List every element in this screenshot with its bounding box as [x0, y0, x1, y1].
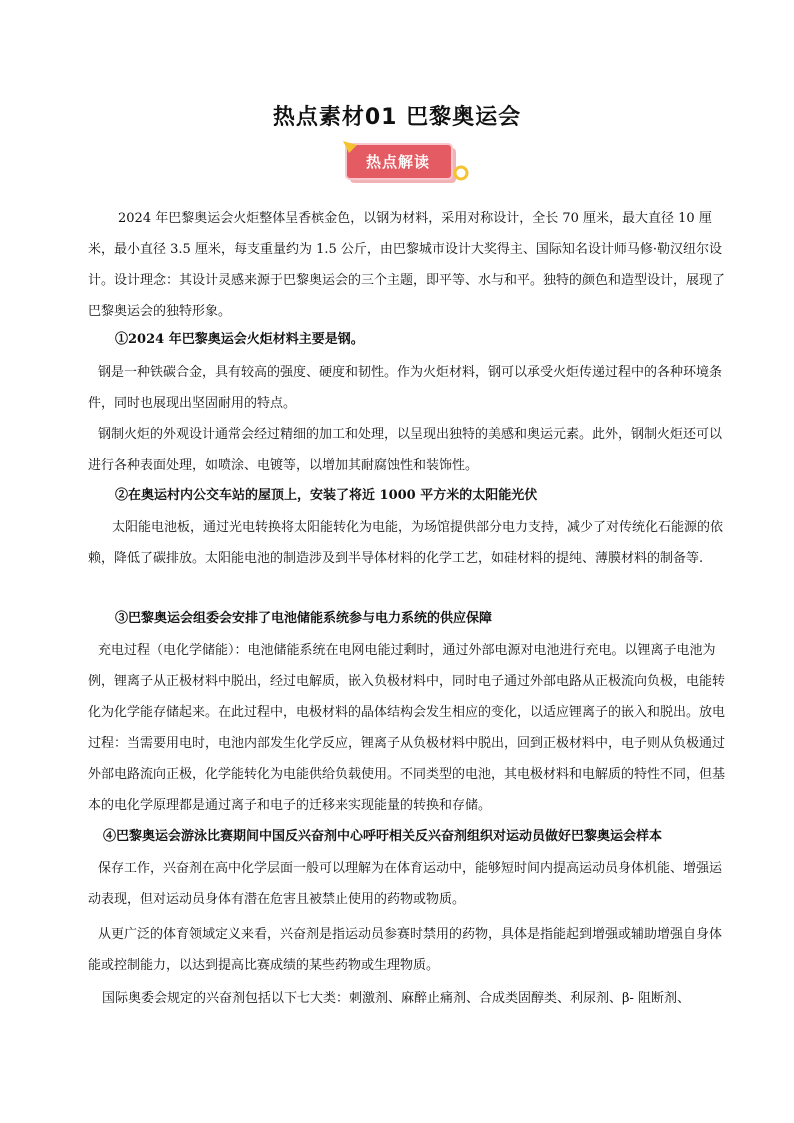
- hot-topic-banner: [343, 139, 469, 187]
- section-4-paragraph-2: 从更广泛的体育领域定义来看，兴奋剂是指运动员参赛时禁用的药物，具体是指能起到增强或辅助增强自身体能或控制能力，以达到提高比赛成绩的某些药物或生理物质。: [88, 927, 723, 973]
- banner-label: 热点解读: [365, 153, 430, 171]
- section-4-heading: ④巴黎奥运会游泳比赛期间中国反兴奋剂中心呼吁相关反兴奋剂组织对运动员做好巴黎奥运会样本: [103, 829, 663, 844]
- intro-paragraph: 2024 年巴黎奥运会火炬整体呈香槟金色，以钢为材料，采用对称设计，全长 70 厘米，最大直径 10 厘米，最小直径 3.5 厘米，每支重量约为 1.5 公斤，由巴黎城市设计大奖得主、国际知名设计师马修·勒汉纽尔设计。设计理念：其设计灵感来源于巴黎奥运会的三个主题，即平等、水与和平。独特的颜色和造型设计，展现了巴黎奥运会的独特形象。: [88, 211, 726, 319]
- section-3-heading: ③巴黎奥运会组委会安排了电池储能系统参与电力系统的供应保障: [115, 611, 493, 626]
- section-2-heading: ②在奥运村内公交车站的屋顶上，安装了将近 1000 平方米的太阳能光伏: [115, 488, 538, 503]
- page-title: 热点素材01 巴黎奥运会: [272, 105, 522, 130]
- section-2-paragraph-1: 太阳能电池板，通过光电转换将太阳能转化为电能，为场馆提供部分电力支持，减少了对传统化石能源的依赖，降低了碳排放。太阳能电池的制造涉及到半导体材料的化学工艺，如硅材料的提纯、薄膜材料的制备等.: [88, 520, 724, 566]
- section-1-paragraph-2: 钢制火炬的外观设计通常会经过精细的加工和处理，以呈现出独特的美感和奥运元素。此外，钢制火炬还可以进行各种表面处理，如喷涂、电镀等，以增加其耐腐蚀性和装饰性。: [88, 427, 723, 473]
- section-3-paragraph-1: 充电过程（电化学储能）：电池储能系统在电网电能过剩时，通过外部电源对电池进行充电。以锂离子电池为例，锂离子从正极材料中脱出，经过电解质，嵌入负极材料中，同时电子通过外部电路从正极流向负极，电能转化为化学能存储起来。在此过程中，电极材料的晶体结构会发生相应的变化，以适应锂离子的嵌入和脱出。放电过程：当需要用电时，电池内部发生化学反应，锂离子从负极材料中脱出，回到正极材料中，电子则从负极通过外部电路流向正极，化学能转化为电能供给负载使用。不同类型的电池，其电极材料和电解质的特性不同，但基本的电化学原理都是通过离子和电子的迁移来实现能量的转换和存储。: [88, 643, 726, 813]
- section-4-paragraph-3: 国际奥委会规定的兴奋剂包括以下七大类：刺激剂、麻醉止痛剂、合成类固醇类、利尿剂、β- 阻断剂、: [102, 991, 691, 1006]
- section-1-paragraph-1: 钢是一种铁碳合金，具有较高的强度、硬度和韧性。作为火炬材料，钢可以承受火炬传递过程中的各种环境条件，同时也展现出坚固耐用的特点。: [88, 365, 723, 411]
- section-1-heading: ①2024 年巴黎奥运会火炬材料主要是钢。: [115, 332, 364, 347]
- section-4-paragraph-1: 保存工作，兴奋剂在高中化学层面一般可以理解为在体育运动中，能够短时间内提高运动员身体机能、增强运动表现，但对运动员身体有潜在危害且被禁止使用的药物或物质。: [88, 861, 723, 907]
